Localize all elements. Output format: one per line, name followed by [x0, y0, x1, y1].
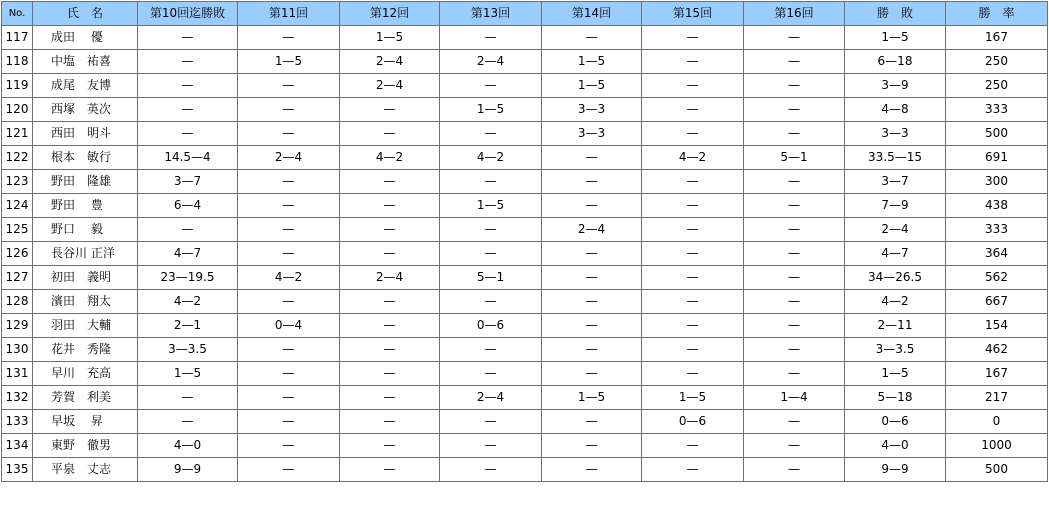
- cell-round15: —: [642, 122, 744, 146]
- cell-round15: —: [642, 338, 744, 362]
- cell-round14: 2—4: [542, 218, 642, 242]
- cell-round13: —: [440, 362, 542, 386]
- cell-no: 118: [2, 50, 33, 74]
- cell-no: 120: [2, 98, 33, 122]
- cell-name: 成尾 友博: [33, 74, 138, 98]
- table-row: [2, 98, 1048, 122]
- header-round16: 第16回: [744, 2, 845, 26]
- cell-round14: —: [542, 434, 642, 458]
- table-row: [2, 290, 1048, 314]
- cell-no: 125: [2, 218, 33, 242]
- cell-round14: —: [542, 314, 642, 338]
- cell-round16: —: [744, 242, 845, 266]
- cell-name: 根本 敏行: [33, 146, 138, 170]
- cell-round10: 4—0: [138, 434, 238, 458]
- cell-round11: —: [238, 290, 340, 314]
- cell-round15: —: [642, 74, 744, 98]
- cell-round11: —: [238, 26, 340, 50]
- cell-record: 1—5: [845, 362, 946, 386]
- header-round14: 第14回: [542, 2, 642, 26]
- cell-round14: 1—5: [542, 74, 642, 98]
- cell-no: 133: [2, 410, 33, 434]
- cell-round10: —: [138, 122, 238, 146]
- cell-round16: —: [744, 338, 845, 362]
- cell-round15: —: [642, 434, 744, 458]
- cell-round10: —: [138, 410, 238, 434]
- cell-round16: —: [744, 74, 845, 98]
- cell-round12: —: [340, 434, 440, 458]
- cell-round15: —: [642, 266, 744, 290]
- cell-round16: —: [744, 218, 845, 242]
- cell-round11: —: [238, 362, 340, 386]
- cell-round13: —: [440, 26, 542, 50]
- cell-round11: —: [238, 170, 340, 194]
- cell-round12: —: [340, 242, 440, 266]
- cell-no: 126: [2, 242, 33, 266]
- cell-round10: 9—9: [138, 458, 238, 482]
- cell-name: 平泉 丈志: [33, 458, 138, 482]
- cell-round15: 1—5: [642, 386, 744, 410]
- results-table: [1, 1, 1048, 482]
- cell-round12: —: [340, 410, 440, 434]
- cell-no: 122: [2, 146, 33, 170]
- cell-round15: —: [642, 242, 744, 266]
- cell-no: 129: [2, 314, 33, 338]
- cell-round12: 4—2: [340, 146, 440, 170]
- cell-round11: —: [238, 98, 340, 122]
- cell-round13: —: [440, 458, 542, 482]
- table-row: [2, 386, 1048, 410]
- cell-round13: —: [440, 338, 542, 362]
- cell-record: 3—9: [845, 74, 946, 98]
- cell-record: 4—2: [845, 290, 946, 314]
- cell-round13: 4—2: [440, 146, 542, 170]
- cell-name: 花井 秀隆: [33, 338, 138, 362]
- cell-name: 芳賀 利美: [33, 386, 138, 410]
- cell-record: 34—26.5: [845, 266, 946, 290]
- cell-round10: —: [138, 218, 238, 242]
- cell-name: 野田 豊: [33, 194, 138, 218]
- cell-round10: —: [138, 386, 238, 410]
- cell-round16: —: [744, 122, 845, 146]
- cell-round10: 1—5: [138, 362, 238, 386]
- cell-name: 早川 充高: [33, 362, 138, 386]
- table-row: [2, 50, 1048, 74]
- cell-round13: 2—4: [440, 50, 542, 74]
- cell-round12: 1—5: [340, 26, 440, 50]
- cell-round16: —: [744, 98, 845, 122]
- cell-name: 早坂 昇: [33, 410, 138, 434]
- table-row: [2, 218, 1048, 242]
- cell-round13: 1—5: [440, 98, 542, 122]
- cell-record: 4—7: [845, 242, 946, 266]
- cell-round11: 4—2: [238, 266, 340, 290]
- cell-round13: —: [440, 170, 542, 194]
- cell-round12: —: [340, 194, 440, 218]
- cell-name: 西塚 英次: [33, 98, 138, 122]
- cell-round11: 0—4: [238, 314, 340, 338]
- cell-round16: —: [744, 362, 845, 386]
- table-row: [2, 362, 1048, 386]
- table-row: [2, 194, 1048, 218]
- cell-win-rate: 333: [946, 98, 1048, 122]
- cell-round10: 2—1: [138, 314, 238, 338]
- cell-round12: —: [340, 386, 440, 410]
- cell-round14: —: [542, 194, 642, 218]
- cell-round11: —: [238, 386, 340, 410]
- table-row: [2, 338, 1048, 362]
- cell-round15: 0—6: [642, 410, 744, 434]
- cell-round14: 3—3: [542, 122, 642, 146]
- cell-round13: 0—6: [440, 314, 542, 338]
- header-record: 勝 敗: [845, 2, 946, 26]
- cell-round12: —: [340, 98, 440, 122]
- cell-round16: 1—4: [744, 386, 845, 410]
- cell-no: 134: [2, 434, 33, 458]
- cell-win-rate: 167: [946, 26, 1048, 50]
- cell-round12: —: [340, 218, 440, 242]
- cell-name: 羽田 大輔: [33, 314, 138, 338]
- cell-round13: —: [440, 74, 542, 98]
- cell-round10: 6—4: [138, 194, 238, 218]
- cell-round15: 4—2: [642, 146, 744, 170]
- cell-round15: —: [642, 194, 744, 218]
- cell-round16: —: [744, 458, 845, 482]
- cell-round13: 1—5: [440, 194, 542, 218]
- cell-record: 3—7: [845, 170, 946, 194]
- cell-win-rate: 250: [946, 74, 1048, 98]
- table-row: [2, 458, 1048, 482]
- cell-round13: —: [440, 410, 542, 434]
- cell-win-rate: 333: [946, 218, 1048, 242]
- cell-round16: —: [744, 314, 845, 338]
- table-row: [2, 26, 1048, 50]
- cell-no: 124: [2, 194, 33, 218]
- cell-record: 33.5—15: [845, 146, 946, 170]
- table-row: [2, 314, 1048, 338]
- cell-round10: 23—19.5: [138, 266, 238, 290]
- cell-round14: —: [542, 290, 642, 314]
- cell-win-rate: 154: [946, 314, 1048, 338]
- cell-round14: —: [542, 146, 642, 170]
- cell-win-rate: 691: [946, 146, 1048, 170]
- header-round12: 第12回: [340, 2, 440, 26]
- cell-round15: —: [642, 458, 744, 482]
- cell-win-rate: 500: [946, 458, 1048, 482]
- cell-no: 131: [2, 362, 33, 386]
- header-round13: 第13回: [440, 2, 542, 26]
- cell-round16: —: [744, 410, 845, 434]
- table-row: [2, 146, 1048, 170]
- cell-round15: —: [642, 170, 744, 194]
- cell-round10: 4—2: [138, 290, 238, 314]
- cell-name: 成田 優: [33, 26, 138, 50]
- cell-round16: —: [744, 50, 845, 74]
- cell-round10: —: [138, 74, 238, 98]
- header-round11: 第11回: [238, 2, 340, 26]
- cell-round15: —: [642, 98, 744, 122]
- cell-round12: —: [340, 314, 440, 338]
- cell-round14: —: [542, 410, 642, 434]
- cell-win-rate: 667: [946, 290, 1048, 314]
- cell-round15: —: [642, 362, 744, 386]
- cell-name: 初田 義明: [33, 266, 138, 290]
- cell-record: 3—3: [845, 122, 946, 146]
- cell-round12: —: [340, 290, 440, 314]
- cell-round11: —: [238, 338, 340, 362]
- cell-round14: 1—5: [542, 386, 642, 410]
- cell-round12: 2—4: [340, 74, 440, 98]
- cell-no: 119: [2, 74, 33, 98]
- header-row: [2, 2, 1048, 26]
- cell-round15: —: [642, 290, 744, 314]
- cell-name: 濱田 翔太: [33, 290, 138, 314]
- cell-record: 9—9: [845, 458, 946, 482]
- cell-round14: —: [542, 338, 642, 362]
- cell-round10: 4—7: [138, 242, 238, 266]
- cell-record: 7—9: [845, 194, 946, 218]
- cell-win-rate: 250: [946, 50, 1048, 74]
- cell-round12: —: [340, 458, 440, 482]
- cell-round14: —: [542, 26, 642, 50]
- table-row: [2, 170, 1048, 194]
- cell-round16: —: [744, 266, 845, 290]
- cell-round15: —: [642, 218, 744, 242]
- cell-round11: —: [238, 122, 340, 146]
- cell-win-rate: 500: [946, 122, 1048, 146]
- cell-round10: —: [138, 98, 238, 122]
- cell-round15: —: [642, 314, 744, 338]
- cell-name: 中塩 祐喜: [33, 50, 138, 74]
- header-win-rate: 勝 率: [946, 2, 1048, 26]
- cell-round16: —: [744, 434, 845, 458]
- cell-round13: —: [440, 434, 542, 458]
- cell-no: 123: [2, 170, 33, 194]
- cell-record: 0—6: [845, 410, 946, 434]
- table-row: [2, 410, 1048, 434]
- cell-round10: —: [138, 26, 238, 50]
- cell-name: 西田 明斗: [33, 122, 138, 146]
- cell-record: 3—3.5: [845, 338, 946, 362]
- table-row: [2, 122, 1048, 146]
- header-no: No.: [2, 2, 33, 26]
- cell-round16: —: [744, 194, 845, 218]
- cell-win-rate: 217: [946, 386, 1048, 410]
- cell-name: 東野 徹男: [33, 434, 138, 458]
- cell-round14: —: [542, 242, 642, 266]
- header-round15: 第15回: [642, 2, 744, 26]
- cell-win-rate: 438: [946, 194, 1048, 218]
- cell-round14: —: [542, 458, 642, 482]
- cell-round15: —: [642, 50, 744, 74]
- cell-round11: —: [238, 218, 340, 242]
- header-name: 氏 名: [33, 2, 138, 26]
- cell-round11: 2—4: [238, 146, 340, 170]
- cell-round16: —: [744, 26, 845, 50]
- cell-round11: 1—5: [238, 50, 340, 74]
- table-row: [2, 242, 1048, 266]
- table-row: [2, 434, 1048, 458]
- cell-round14: 3—3: [542, 98, 642, 122]
- cell-round13: —: [440, 290, 542, 314]
- table-body: [2, 26, 1048, 482]
- cell-no: 128: [2, 290, 33, 314]
- cell-round12: —: [340, 362, 440, 386]
- cell-round12: —: [340, 122, 440, 146]
- cell-round10: 3—7: [138, 170, 238, 194]
- table-row: [2, 74, 1048, 98]
- cell-round15: —: [642, 26, 744, 50]
- cell-name: 長谷川 正洋: [33, 242, 138, 266]
- cell-round13: —: [440, 122, 542, 146]
- cell-round16: 5—1: [744, 146, 845, 170]
- cell-record: 1—5: [845, 26, 946, 50]
- cell-round14: —: [542, 266, 642, 290]
- cell-round11: —: [238, 74, 340, 98]
- cell-round14: 1—5: [542, 50, 642, 74]
- cell-record: 2—11: [845, 314, 946, 338]
- cell-win-rate: 0: [946, 410, 1048, 434]
- cell-round10: 3—3.5: [138, 338, 238, 362]
- cell-name: 野口 毅: [33, 218, 138, 242]
- cell-no: 127: [2, 266, 33, 290]
- cell-round13: —: [440, 218, 542, 242]
- cell-record: 5—18: [845, 386, 946, 410]
- header-round10: 第10回迄勝敗: [138, 2, 238, 26]
- cell-win-rate: 167: [946, 362, 1048, 386]
- cell-round16: —: [744, 290, 845, 314]
- cell-round14: —: [542, 170, 642, 194]
- cell-win-rate: 300: [946, 170, 1048, 194]
- cell-no: 135: [2, 458, 33, 482]
- cell-round10: —: [138, 50, 238, 74]
- cell-round12: —: [340, 338, 440, 362]
- cell-round13: 2—4: [440, 386, 542, 410]
- cell-round11: —: [238, 410, 340, 434]
- cell-round11: —: [238, 458, 340, 482]
- cell-win-rate: 562: [946, 266, 1048, 290]
- table-row: [2, 266, 1048, 290]
- cell-round10: 14.5—4: [138, 146, 238, 170]
- cell-win-rate: 364: [946, 242, 1048, 266]
- cell-win-rate: 1000: [946, 434, 1048, 458]
- cell-round12: 2—4: [340, 50, 440, 74]
- cell-round13: —: [440, 242, 542, 266]
- cell-round11: —: [238, 194, 340, 218]
- cell-win-rate: 462: [946, 338, 1048, 362]
- cell-round11: —: [238, 434, 340, 458]
- cell-no: 130: [2, 338, 33, 362]
- cell-round11: —: [238, 242, 340, 266]
- cell-record: 6—18: [845, 50, 946, 74]
- cell-record: 4—0: [845, 434, 946, 458]
- cell-name: 野田 隆雄: [33, 170, 138, 194]
- cell-record: 4—8: [845, 98, 946, 122]
- cell-no: 121: [2, 122, 33, 146]
- cell-round14: —: [542, 362, 642, 386]
- cell-record: 2—4: [845, 218, 946, 242]
- cell-round16: —: [744, 170, 845, 194]
- cell-no: 132: [2, 386, 33, 410]
- cell-round12: 2—4: [340, 266, 440, 290]
- cell-round13: 5—1: [440, 266, 542, 290]
- cell-round12: —: [340, 170, 440, 194]
- cell-no: 117: [2, 26, 33, 50]
